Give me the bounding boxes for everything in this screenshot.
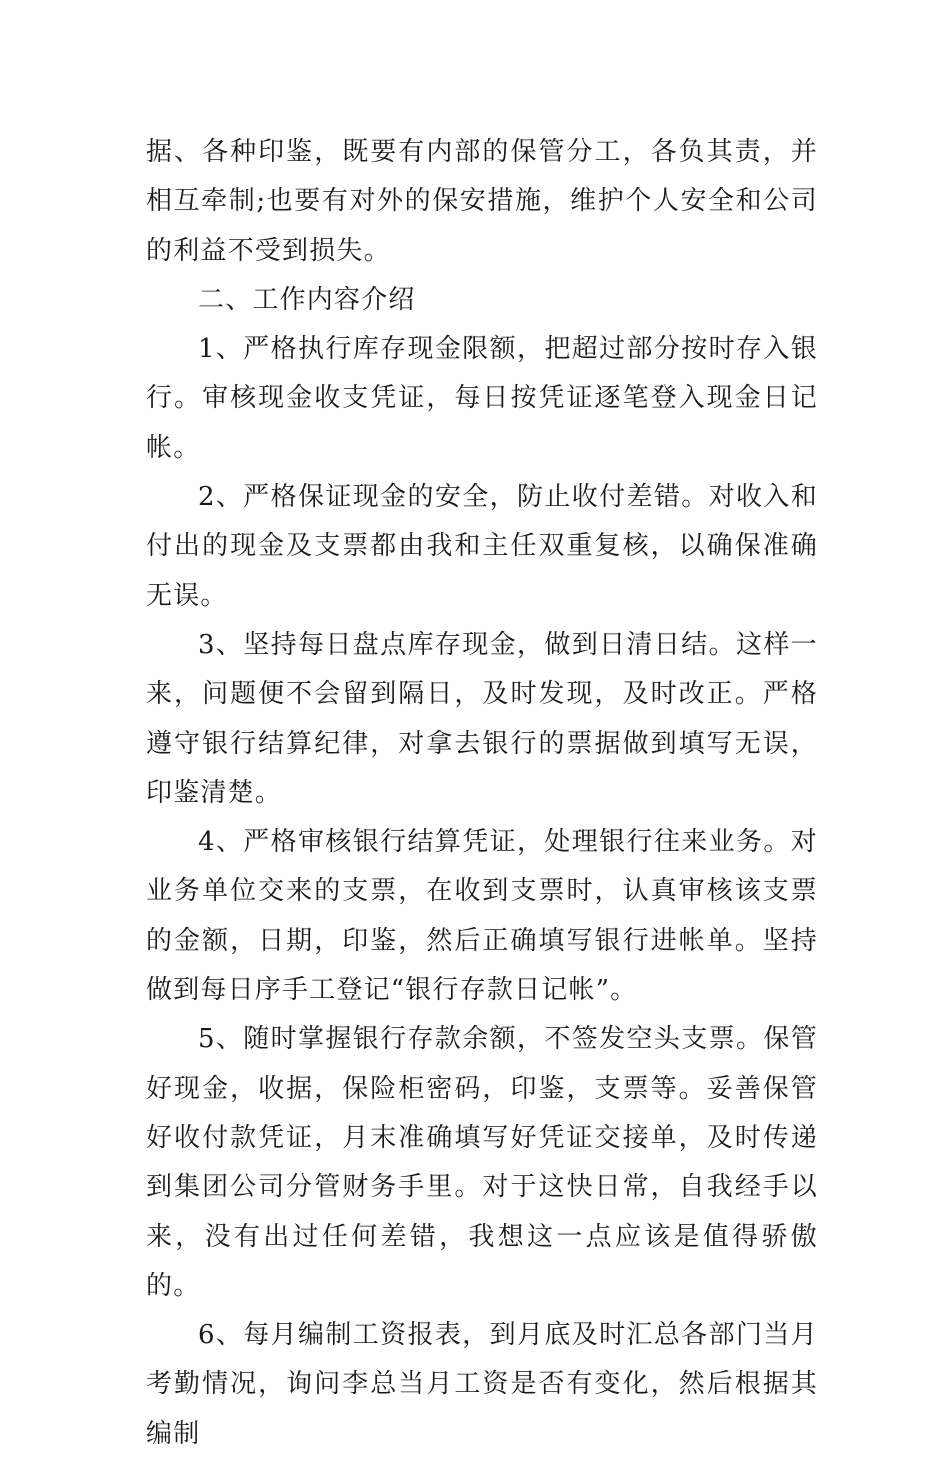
paragraph-item-5: 5、随时掌握银行存款余额，不签发空头支票。保管好现金，收据，保险柜密码，印鉴，支票等。妥善保管好收付款凭证，月末准确填写好凭证交接单，及时传递到集团公司分管财务手里。对于这快日常，自我经手以来，没有出过任何差错，我想这一点应该是值得骄傲的。	[146, 1024, 818, 1301]
section-heading: 二、工作内容介绍	[198, 284, 416, 315]
paragraph-item-3: 3、坚持每日盘点库存现金，做到日清日结。这样一来，问题便不会留到隔日，及时发现，及时改正。严格遵守银行结算纪律，对拿去银行的票据做到填写无误，印鉴清楚。	[146, 629, 818, 808]
paragraph-item-2: 2、严格保证现金的安全，防止收付差错。对收入和付出的现金及支票都由我和主任双重复核，以确保准确无误。	[146, 482, 818, 611]
paragraph-item-4: 4、严格审核银行结算凭证，处理银行往来业务。对业务单位交来的支票，在收到支票时，认真审核该支票的金额，日期，印鉴，然后正确填写银行进帐单。坚持做到每日序手工登记“银行存款日记帐”。	[146, 827, 818, 1006]
paragraph-continuation: 据、各种印鉴，既要有内部的保管分工，各负其责，并相互牵制;也要有对外的保安措施，维护个人安全和公司的利益不受到损失。	[146, 137, 818, 266]
document-body	[146, 128, 818, 1459]
paragraph-item-6: 6、每月编制工资报表，到月底及时汇总各部门当月考勤情况，询问李总当月工资是否有变化，然后根据其编制	[146, 1320, 818, 1449]
paragraph-item-1: 1、严格执行库存现金限额，把超过部分按时存入银行。审核现金收支凭证，每日按凭证逐笔登入现金日记帐。	[146, 334, 818, 463]
